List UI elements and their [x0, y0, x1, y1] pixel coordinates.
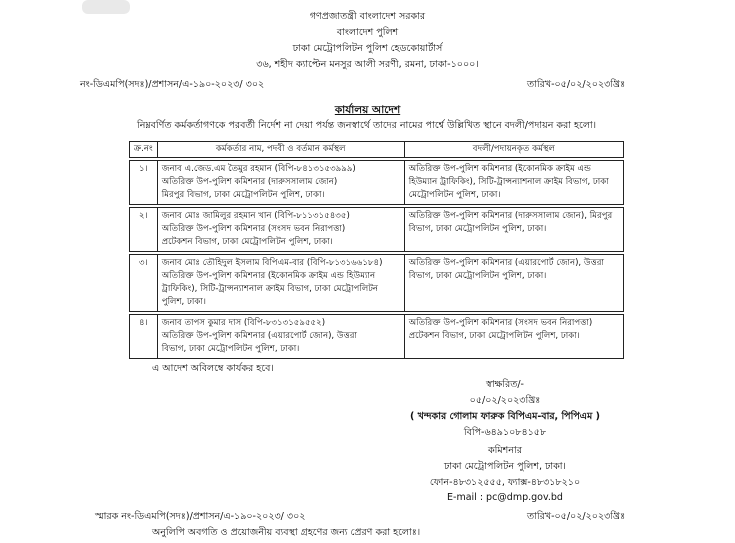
- cell-line: ট্রাফিকিং), সিটি-ট্রান্সন্যাশনাল ক্রাইম বিভাগ, ঢাকা মেট্রোপলিটন: [161, 284, 379, 294]
- cell-line: জনাব মোঃ জামিলুর রহমান খান (বিপি-৮১১৩১৫৪৩৫): [161, 211, 350, 221]
- row-sl: ৩।: [130, 255, 158, 312]
- memo-number: নং-ডিএমপি(সদঃ)/প্রশাসন/এ-১৯০-২০২৩/ ৩০২: [80, 79, 265, 90]
- signatory-designation: কমিশনার: [488, 445, 522, 456]
- header-current: কর্মকর্তার নাম, পদবী ও বর্তমান কর্মস্থল: [157, 142, 404, 158]
- cell-line: প্রটেকশন বিভাগ, ঢাকা মেট্রোপলিটন পুলিশ, ঢাকা।: [161, 237, 333, 247]
- cell-line: অতিরিক্ত উপ-পুলিশ কমিশনার (ইকোনমিক ক্রাইম এন্ড: [408, 164, 591, 174]
- header-government: গণপ্রজাতন্ত্রী বাংলাদেশ সরকার: [309, 11, 426, 22]
- page-title: কার্যালয় আদেশ: [334, 104, 401, 116]
- row-new: [404, 315, 623, 359]
- footer-memo-number: স্মারক নং-ডিএমপি(সদঃ)/প্রশাসন/এ-১৯০-২০২৩/ ৩০২: [95, 511, 306, 522]
- table-row: [130, 315, 624, 359]
- cell-line: অতিরিক্ত উপ-পুলিশ কমিশনার (সংসদ ভবন নিরাপত্তা): [161, 224, 346, 234]
- cell-line: অতিরিক্ত উপ-পুলিশ কমিশনার (সংসদ ভবন নিরাপত্তা): [408, 318, 593, 328]
- cell-line: পুলিশ, ঢাকা।: [161, 297, 206, 307]
- signatory-office: ঢাকা মেট্রোপলিটন পুলিশ, ঢাকা।: [444, 461, 566, 472]
- cell-line: বিভাগ, ঢাকা মেট্রোপলিটন পুলিশ, ঢাকা।: [408, 271, 547, 281]
- table-header-row: [130, 142, 624, 158]
- contact-email: E-mail : pc@dmp.gov.bd: [447, 492, 563, 503]
- transfer-table: [129, 141, 624, 359]
- row-sl: ৪।: [130, 315, 158, 359]
- copy-distribution-note: অনুলিপি অবগতি ও প্রয়োজনীয় ব্যবস্থা গ্রহণের জন্য প্রেরণ করা হলোঃ।: [152, 527, 421, 538]
- cell-line: জনাব মোঃ তৌহিদুল ইসলাম বিপিএম-বার (বিপি-৮১৩১৬৬১৮৪): [161, 258, 383, 268]
- signature-signed: স্বাক্ষরিত/-: [486, 379, 524, 390]
- cell-line: অতিরিক্ত উপ-পুলিশ কমিশনার (এয়ারপোর্ট জোন), উত্তরা: [408, 258, 604, 268]
- effective-statement: এ আদেশ অবিলম্বে কার্যকর হবে।: [152, 363, 274, 374]
- contact-phone-fax: ফোন-৪৮৩১২৫৫৫, ফ্যাক্স-৪৮৩১৮২১০: [429, 477, 581, 488]
- table-row: [130, 208, 624, 252]
- intro-text: নিম্নবর্ণিত কর্মকর্তাগণকে পরবর্তী নির্দেশ না দেয়া পর্যন্ত জনস্বার্থে তাদের নামের পার্শ্বে উল্লিখিত স্থানে বদলী/পদায়ন করা হলো।: [137, 120, 597, 131]
- row-new: [404, 208, 623, 252]
- cell-line: বিভাগ, ঢাকা মেট্রোপলিটন পুলিশ, ঢাকা।: [161, 344, 300, 354]
- signature-date: ০৫/০২/২০২৩খ্রিঃ: [469, 395, 541, 406]
- table-row: [130, 255, 624, 312]
- cell-line: জনাব এ.জেড.এম তৈমুর রহমান (বিপি-৮৪১৩১৫৩৯৯৯): [161, 164, 356, 174]
- header-sl: ক্র.নং: [130, 142, 158, 158]
- signatory-bp-number: বিপি-৬৪৯১০৮৪১৫৮: [463, 427, 547, 438]
- header-address: ৩৬, শহীদ ক্যাপ্টেন মনসুর আলী সরণী, রমনা, ঢাকা-১০০০।: [256, 59, 479, 70]
- cell-line: প্রটেকশন বিভাগ, ঢাকা মেট্রোপলিটন পুলিশ, ঢাকা।: [408, 331, 580, 341]
- row-new: [404, 255, 623, 312]
- cell-line: মিরপুর বিভাগ, ঢাকা মেট্রোপলিটন পুলিশ, ঢাকা।: [161, 190, 325, 200]
- cell-line: অতিরিক্ত উপ-পুলিশ কমিশনার (ইকোনমিক ক্রাইম এন্ড হিউম্যান: [161, 271, 376, 281]
- row-current: [157, 255, 404, 312]
- row-current: [157, 208, 404, 252]
- cell-line: অতিরিক্ত উপ-পুলিশ কমিশনার (দারুসসালাম জোন): [161, 177, 338, 187]
- row-current: [157, 315, 404, 359]
- row-new: [404, 161, 623, 205]
- cell-line: জনাব তাপস কুমার দাস (বিপি-৮৩১৩১৫৯৫৫২): [161, 318, 326, 328]
- row-sl: ১।: [130, 161, 158, 205]
- cell-line: মেট্রোপলিটন পুলিশ, ঢাকা।: [408, 190, 501, 200]
- row-current: [157, 161, 404, 205]
- signatory-name: ( খন্দকার গোলাম ফারুক বিপিএম-বার, পিপিএম ): [410, 411, 600, 422]
- cell-line: হিউম্যান ট্রাফিকিং), সিটি-ট্রান্সন্যাশনাল ক্রাইম বিভাগ, ঢাকা: [408, 177, 609, 187]
- table-row: [130, 161, 624, 205]
- cell-line: অতিরিক্ত উপ-পুলিশ কমিশনার (দারুসসালাম জোন), মিরপুর: [408, 211, 613, 221]
- header-police: বাংলাদেশ পুলিশ: [336, 27, 399, 38]
- cell-line: অতিরিক্ত উপ-পুলিশ কমিশনার (এয়ারপোর্ট জোন), উত্তরা: [161, 331, 357, 341]
- footer-date: তারিখ-০৫/০২/২০২৩খ্রিঃ: [527, 511, 626, 522]
- cell-line: বিভাগ, ঢাকা মেট্রোপলিটন পুলিশ, ঢাকা।: [408, 224, 547, 234]
- row-sl: ২।: [130, 208, 158, 252]
- header-dmp-hq: ঢাকা মেট্রোপলিটন পুলিশ হেডকোয়ার্টার্স: [292, 43, 443, 54]
- header-new: বদলী/পদায়নকৃত কর্মস্থল: [404, 142, 623, 158]
- memo-date: তারিখ-০৫/০২/২০২৩খ্রিঃ: [527, 79, 626, 90]
